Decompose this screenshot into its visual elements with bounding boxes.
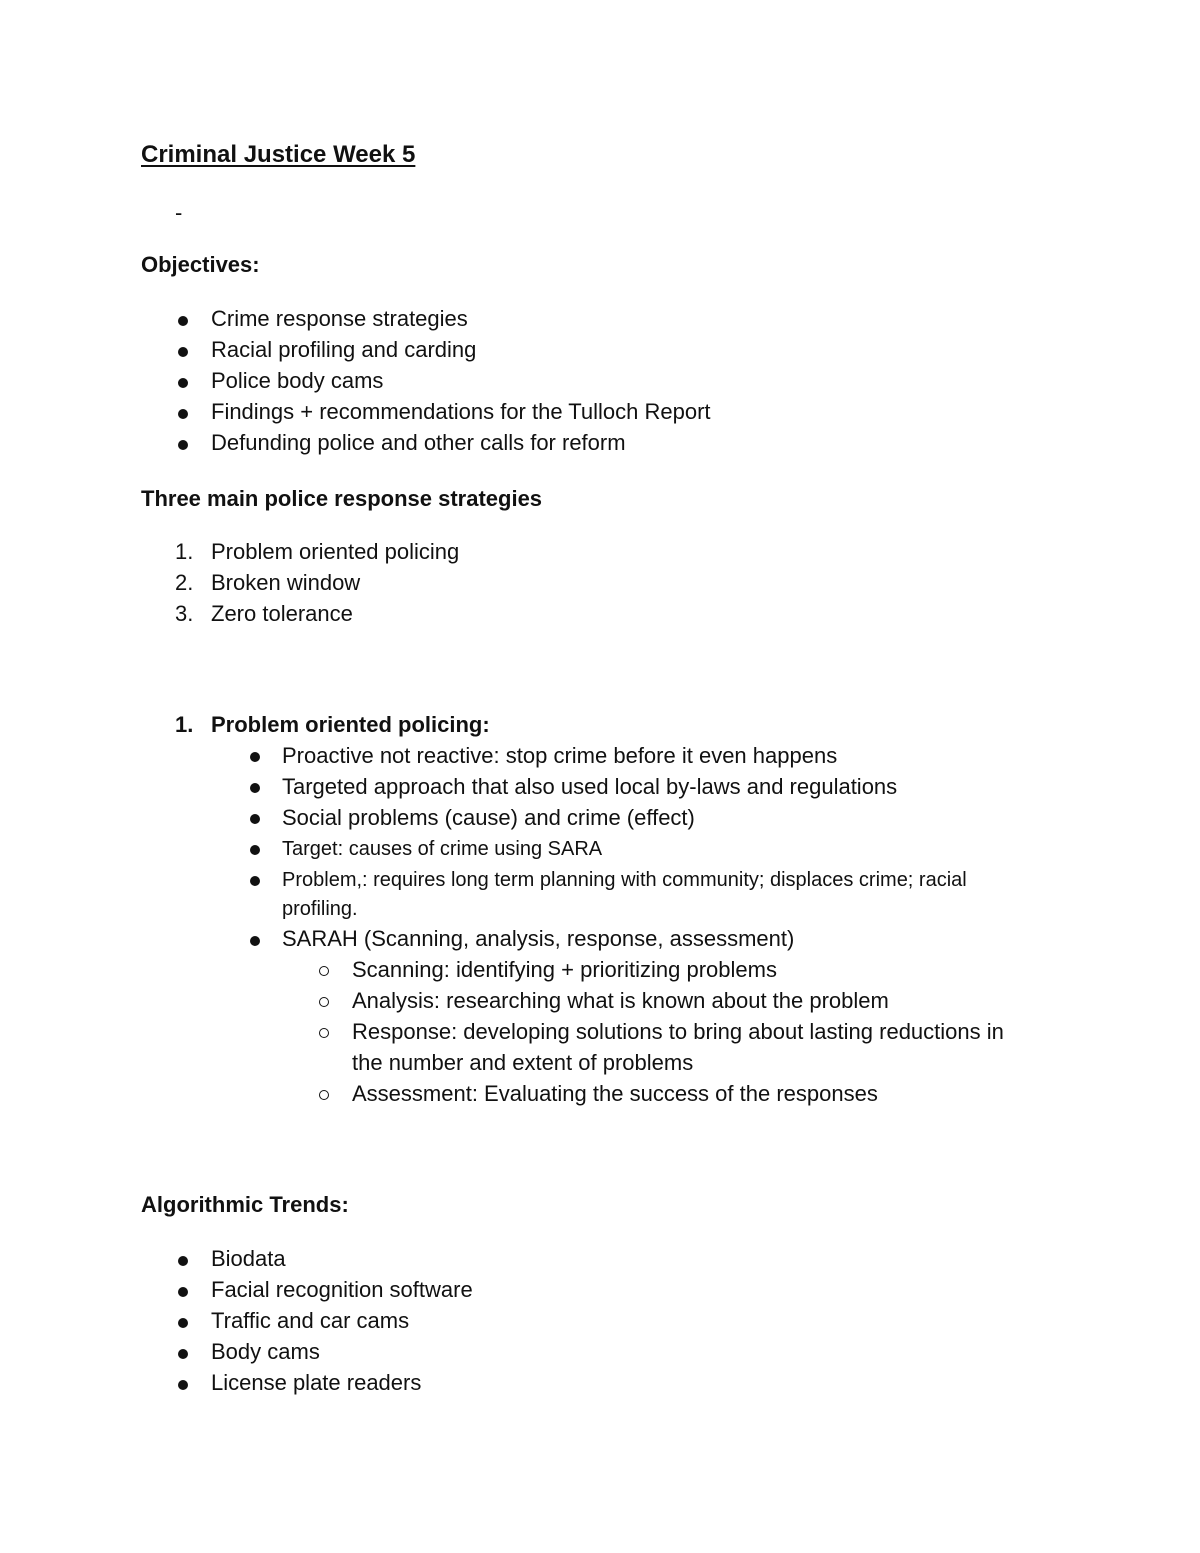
bullet-icon — [178, 409, 188, 419]
page-title: Criminal Justice Week 5 — [141, 141, 416, 168]
strategy-item: Problem oriented policing — [211, 539, 460, 564]
bullet-icon — [250, 783, 260, 793]
trend-item: Body cams — [211, 1339, 320, 1364]
problem-bullet-continuation: profiling. — [282, 898, 358, 920]
hollow-bullet-icon — [319, 1028, 329, 1038]
problem-bullet: Proactive not reactive: stop crime before it even happens — [282, 743, 838, 768]
strategies-heading: Three main police response strategies — [141, 486, 543, 511]
bullet-icon — [178, 316, 188, 326]
section-number: 1. — [175, 712, 194, 737]
hollow-bullet-icon — [319, 997, 329, 1007]
bullet-icon — [178, 347, 188, 357]
problem-oriented-heading: Problem oriented policing: — [211, 712, 490, 737]
strategy-item: Zero tolerance — [211, 601, 353, 626]
bullet-icon — [178, 1380, 188, 1390]
objective-item: Defunding police and other calls for reform — [211, 430, 626, 455]
bullet-icon — [178, 1256, 188, 1266]
sarah-item: Assessment: Evaluating the success of the responses — [352, 1081, 878, 1106]
hollow-bullet-icon — [319, 966, 329, 976]
sarah-item-continuation: the number and extent of problems — [352, 1050, 694, 1075]
objective-item: Racial profiling and carding — [211, 337, 477, 362]
problem-bullet: Target: causes of crime using SARA — [282, 838, 603, 860]
sarah-item: Response: developing solutions to bring about lasting reductions in — [352, 1019, 1004, 1044]
objective-item: Crime response strategies — [211, 306, 468, 331]
trend-item: Facial recognition software — [211, 1277, 473, 1302]
objective-item: Findings + recommendations for the Tulloch Report — [211, 399, 711, 424]
bullet-icon — [178, 378, 188, 388]
bullet-icon — [250, 814, 260, 824]
list-number: 3. — [175, 601, 194, 626]
bullet-icon — [178, 1318, 188, 1328]
bullet-icon — [178, 1349, 188, 1359]
dash-line: - — [175, 200, 183, 225]
bullet-icon — [178, 1287, 188, 1297]
strategy-item: Broken window — [211, 570, 361, 595]
algorithmic-trends-heading: Algorithmic Trends: — [141, 1192, 349, 1217]
problem-bullet: Targeted approach that also used local by-laws and regulations — [282, 774, 898, 799]
problem-bullet: Problem,: requires long term planning with community; displaces crime; racial — [282, 869, 967, 891]
sarah-item: Scanning: identifying + prioritizing problems — [352, 957, 777, 982]
list-number: 2. — [175, 570, 194, 595]
trend-item: Traffic and car cams — [211, 1308, 410, 1333]
sarah-item: Analysis: researching what is known about the problem — [352, 988, 889, 1013]
problem-bullet: Social problems (cause) and crime (effect) — [282, 805, 695, 830]
bullet-icon — [250, 936, 260, 946]
bullet-icon — [250, 752, 260, 762]
objectives-heading: Objectives: — [141, 252, 260, 277]
list-number: 1. — [175, 539, 194, 564]
trend-item: Biodata — [211, 1246, 286, 1271]
hollow-bullet-icon — [319, 1090, 329, 1100]
objective-item: Police body cams — [211, 368, 384, 393]
problem-bullet: SARAH (Scanning, analysis, response, assessment) — [282, 926, 795, 951]
bullet-icon — [250, 845, 260, 855]
bullet-icon — [178, 440, 188, 450]
bullet-icon — [250, 876, 260, 886]
trend-item: License plate readers — [211, 1370, 422, 1395]
